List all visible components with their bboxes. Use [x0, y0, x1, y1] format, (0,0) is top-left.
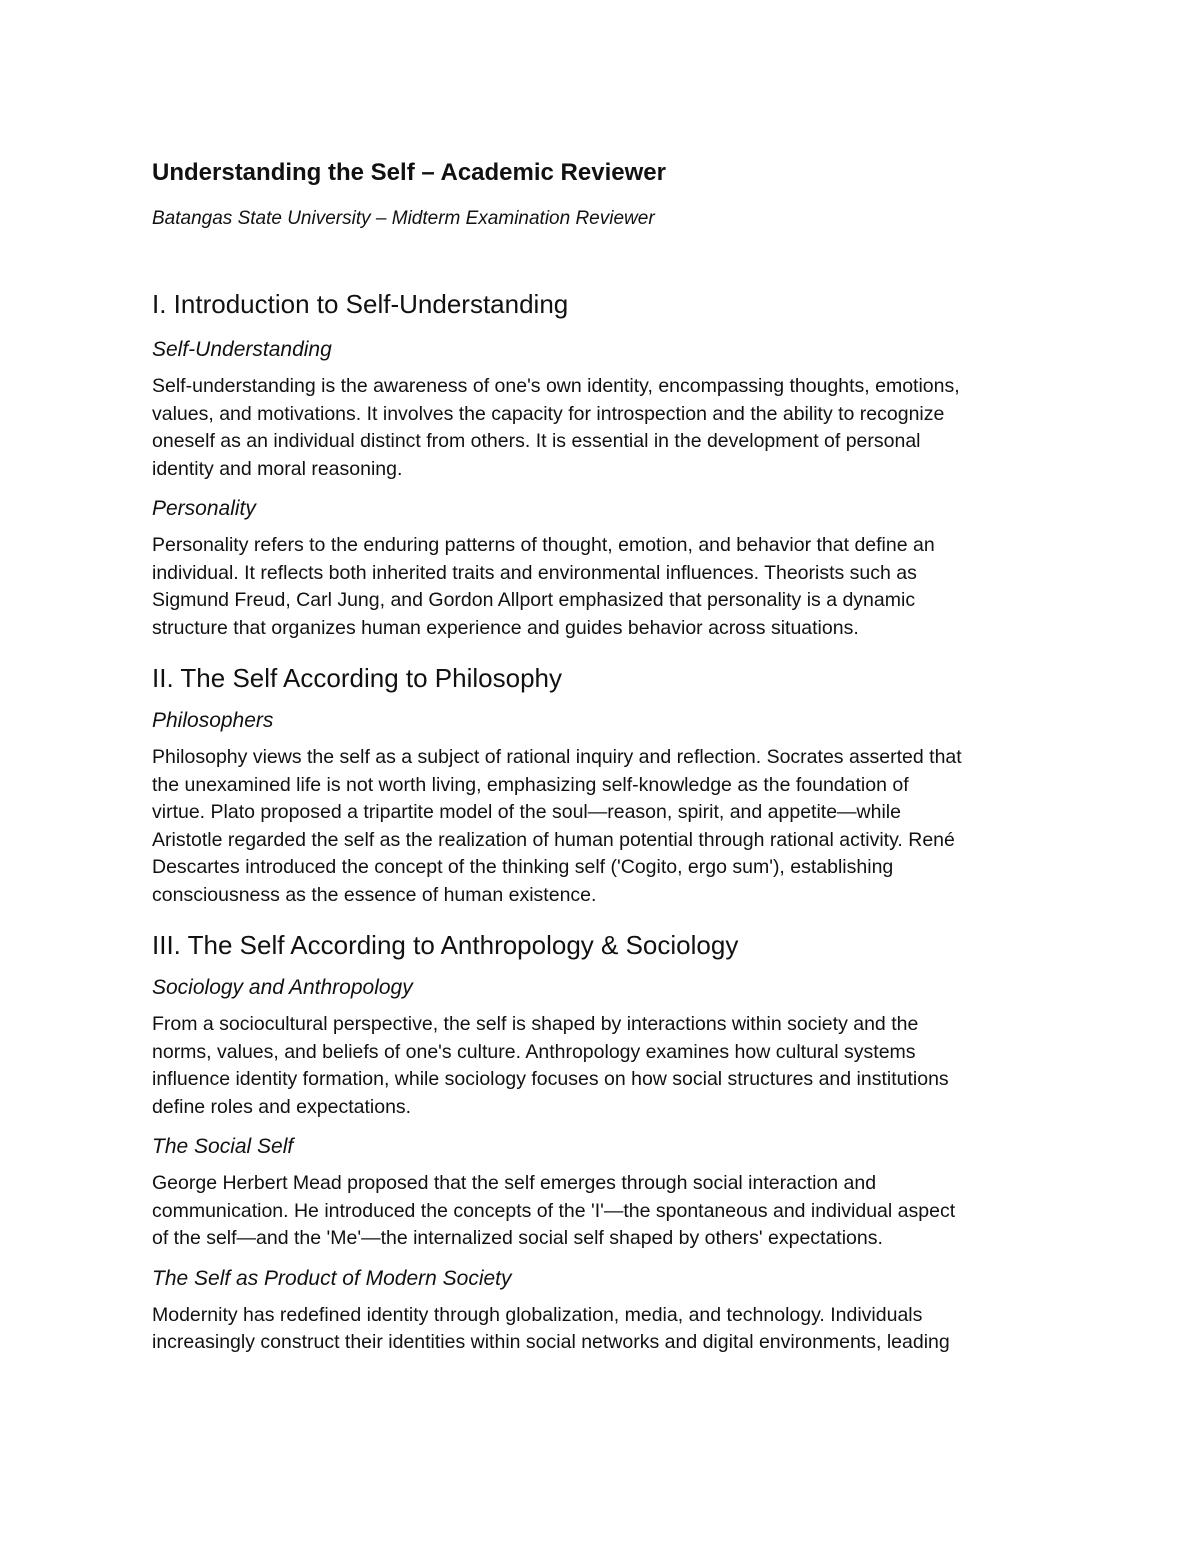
section-heading: I. Introduction to Self-Understanding: [152, 289, 569, 319]
subsection-title: Self-Understanding: [152, 338, 332, 361]
paragraph-personality: [152, 532, 1052, 642]
paragraph-line: structure that organizes human experience and guides behavior across situations.: [152, 616, 859, 639]
paragraph-line: increasingly construct their identities within social networks and digital environments, leading: [152, 1331, 950, 1353]
paragraph-social-self: [152, 1170, 1052, 1253]
section-philosophy: [152, 660, 1052, 909]
section-anthropology-sociology: [152, 927, 1052, 1357]
paragraph-line: individual. It reflects both inherited traits and environmental influences. Theorists such as: [152, 561, 917, 584]
paragraph-philosophers: [152, 744, 1052, 909]
subsection-title: The Social Self: [152, 1135, 294, 1158]
paragraph-line: Modernity has redefined identity through globalization, media, and technology. Individuals: [152, 1303, 923, 1326]
paragraph-line: consciousness as the essence of human existence.: [152, 883, 597, 906]
document-body: [152, 286, 1052, 1357]
paragraph-line: Self-understanding is the awareness of one's own identity, encompassing thoughts, emotions,: [152, 375, 960, 397]
paragraph-line: Aristotle regarded the self as the realization of human potential through rational activity. René: [152, 828, 955, 851]
paragraph-line: Sigmund Freud, Carl Jung, and Gordon Allport emphasized that personality is a dynamic: [152, 589, 916, 611]
paragraph-line: communication. He introduced the concepts of the 'I'—the spontaneous and individual aspect: [152, 1199, 956, 1222]
paragraph-line: influence identity formation, while sociology focuses on how social structures and institutions: [152, 1068, 949, 1090]
paragraph-line: Philosophy views the self as a subject of rational inquiry and reflection. Socrates asserted that: [152, 746, 962, 768]
document-title: Understanding the Self – Academic Reviewer: [152, 159, 666, 186]
subsection-title: Personality: [152, 497, 256, 520]
paragraph-line: norms, values, and beliefs of one's culture. Anthropology examines how cultural systems: [152, 1040, 916, 1063]
section-heading: II. The Self According to Philosophy: [152, 663, 562, 693]
paragraph-line: the unexamined life is not worth living, emphasizing self-knowledge as the foundation of: [152, 773, 909, 796]
section-introduction: [152, 286, 1052, 642]
paragraph-sociology-anthropology: [152, 1011, 1052, 1121]
paragraph-line: Personality refers to the enduring patterns of thought, emotion, and behavior that define an: [152, 534, 935, 556]
subsection-title: Philosophers: [152, 709, 274, 732]
paragraph-line: define roles and expectations.: [152, 1095, 412, 1118]
paragraph-line: virtue. Plato proposed a tripartite model of the soul—reason, spirit, and appetite—while: [152, 801, 901, 823]
paragraph-modern-society: [152, 1302, 1052, 1357]
subsection-title: Sociology and Anthropology: [152, 976, 413, 999]
paragraph-line: of the self—and the 'Me'—the internalized social self shaped by others' expectations.: [152, 1227, 883, 1249]
paragraph-self-understanding: [152, 373, 1052, 483]
paragraph-line: George Herbert Mead proposed that the self emerges through social interaction and: [152, 1172, 877, 1194]
document-subtitle: Batangas State University – Midterm Examination Reviewer: [152, 208, 655, 229]
paragraph-line: From a sociocultural perspective, the self is shaped by interactions within society and the: [152, 1013, 919, 1035]
paragraph-line: identity and moral reasoning.: [152, 457, 403, 480]
paragraph-line: oneself as an individual distinct from others. It is essential in the development of personal: [152, 430, 921, 452]
paragraph-line: values, and motivations. It involves the capacity for introspection and the ability to recognize: [152, 402, 945, 425]
paragraph-line: Descartes introduced the concept of the thinking self ('Cogito, ergo sum'), establishing: [152, 856, 894, 878]
subsection-title: The Self as Product of Modern Society: [152, 1266, 512, 1290]
section-heading: III. The Self According to Anthropology & Sociology: [152, 930, 739, 960]
